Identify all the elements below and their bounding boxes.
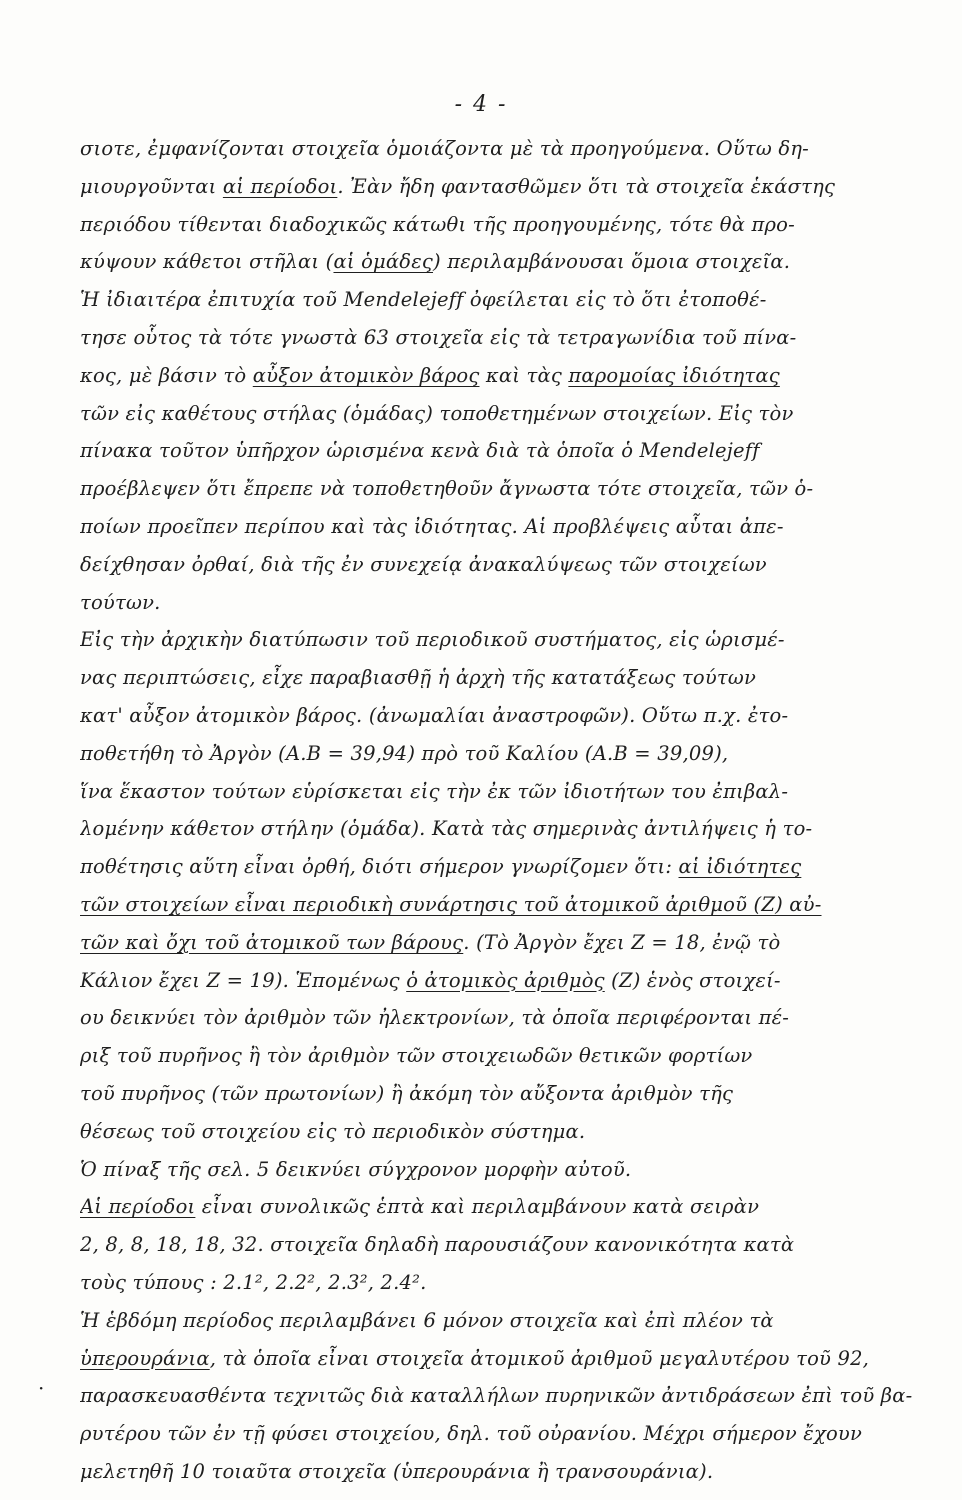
page-number: - 4 - [454,92,508,117]
text-segment: Εἰς τὴν ἀρχικὴν διατύπωσιν τοῦ περιοδικοῦ συστήματος, εἰς ὡρισμέ- [80,628,785,652]
text-line [80,1113,930,1151]
text-line [80,621,930,659]
text-segment: ποθέτησις αὕτη εἶναι ὀρθή, διότι σήμερον γνωρίζομεν ὅτι: [80,855,679,879]
text-line [80,1453,930,1491]
text-segment: σιοτε, ἐμφανίζονται στοιχεῖα ὁμοιάζοντα μὲ τὰ προηγούμενα. Οὕτω δη- [80,137,809,160]
text-line [80,1377,930,1415]
text-line [80,1226,930,1264]
text-line [80,659,930,697]
text-segment: κατ' αὖξον ἀτομικὸν βάρος. (ἀνωμαλίαι ἀναστροφῶν). Οὕτω π.χ. ἐτο- [80,703,789,727]
text-segment: τῶν εἰς καθέτους στήλας (ὁμάδας) τοποθετημένων στοιχείων. Εἰς τὸν [80,401,794,425]
text-segment: ρυτέρου τῶν ἐν τῇ φύσει στοιχείου, δηλ. τοῦ οὐρανίου. Μέχρι σήμερον ἔχουν [80,1422,863,1446]
text-segment: λομένην κάθετον στήλην (ὁμάδα). Κατὰ τὰς σημερινὰς ἀντιλήψεις ἡ το- [80,817,813,841]
text-segment: προέβλεψεν ὅτι ἔπρεπε νὰ τοποθετηθοῦν ἄγνωστα τότε στοιχεῖα, τῶν ὁ- [80,477,814,501]
underlined-text: παρομοίας ἰδιότητας [568,363,780,387]
text-line [80,1264,930,1302]
text-segment: τούτων. [80,590,161,614]
text-line [80,1188,930,1226]
text-segment: μελετηθῆ 10 τοιαῦτα στοιχεῖα (ὑπερουράνια ἢ τρανσουράνια). [80,1459,714,1483]
text-line [80,357,930,395]
underlined-text: αἱ ἰδιότητες [678,855,802,879]
text-line [80,395,930,433]
text-line [80,886,930,924]
text-line [80,470,930,508]
underlined-text: Αἱ περίοδοι [80,1195,196,1219]
text-line [80,924,930,962]
text-segment: περιόδου τίθενται διαδοχικῶς κάτωθι τῆς προηγουμένης, τότε θὰ προ- [80,212,795,236]
text-line [80,168,930,206]
text-line [80,1340,930,1378]
handwritten-text-body [80,130,930,1491]
text-line [80,1075,930,1113]
text-segment: ριξ τοῦ πυρῆνος ἢ τὸν ἀριθμὸν τῶν στοιχειωδῶν θετικῶν φορτίων [80,1044,753,1068]
text-segment: εἶναι συνολικῶς ἑπτὰ καὶ περιλαμβάνουν κατὰ σειρὰν [195,1195,760,1219]
text-line [80,206,930,244]
text-segment: κος, μὲ βάσιν τὸ [80,363,253,387]
text-line [80,130,930,168]
text-line [80,1415,930,1453]
underlined-text: αἱ περίοδοι [222,174,338,198]
text-line [80,243,930,281]
text-line [80,508,930,546]
text-segment: θέσεως τοῦ στοιχείου εἰς τὸ περιοδικὸν σύστημα. [80,1119,586,1143]
text-segment: Ἡ ἑβδόμη περίοδος περιλαμβάνει 6 μόνον στοιχεῖα καὶ ἐπὶ πλέον τὰ [80,1308,774,1332]
text-segment: τησε οὗτος τὰ τότε γνωστὰ 63 στοιχεῖα εἰς τὰ τετραγωνίδια τοῦ πίνα- [80,325,797,349]
text-segment: νας περιπτώσεις, εἶχε παραβιασθῇ ἡ ἀρχὴ τῆς κατατάξεως τούτων [80,666,757,690]
text-segment: κύψουν κάθετοι στῆλαι ( [80,250,334,274]
underlined-text: αἱ ὁμάδες [333,250,434,274]
text-segment: ) περιλαμβάνουσαι ὅμοια στοιχεῖα. [433,250,791,274]
text-segment: 2, 8, 8, 18, 18, 32. στοιχεῖα δηλαδὴ παρουσιάζουν κανονικότητα κατὰ [80,1233,795,1257]
text-line [80,281,930,319]
text-segment: ου δεικνύει τὸν ἀριθμὸν τῶν ἠλεκτρονίων, τὰ ὁποῖα περιφέρονται πέ- [80,1006,790,1030]
text-line [80,810,930,848]
text-line [80,319,930,357]
text-line [80,584,930,622]
text-segment: ἵνα ἕκαστον τούτων εὑρίσκεται εἰς τὴν ἐκ τῶν ἰδιοτήτων του ἐπιβαλ- [80,779,789,803]
text-line [80,1302,930,1340]
text-segment: μιουργοῦνται [80,174,223,198]
text-segment: δείχθησαν ὀρθαί, διὰ τῆς ἐν συνεχείᾳ ἀνακαλύψεως τῶν στοιχείων [80,552,767,576]
text-line [80,546,930,584]
text-line [80,848,930,886]
text-line [80,962,930,1000]
text-segment: . (Τὸ Ἀργὸν ἔχει Ζ = 18, ἐνῷ τὸ [463,930,781,954]
text-line [80,1151,930,1189]
text-line [80,735,930,773]
text-segment: ποθετήθη τὸ Ἀργὸν (Α.Β = 39,94) πρὸ τοῦ Καλίου (Α.Β = 39,09), [80,741,729,765]
text-segment: ποίων προεῖπεν περίπου καὶ τὰς ἰδιότητας. Αἱ προβλέψεις αὗται ἀπε- [80,514,784,538]
text-segment: Κάλιον ἔχει Ζ = 19). Ἑπομένως [80,968,407,992]
text-segment: καὶ τὰς [479,363,569,387]
text-segment: τοὺς τύπους : 2.1², 2.2², 2.3², 2.4². [80,1270,427,1294]
text-segment: , τὰ ὁποῖα εἶναι στοιχεῖα ἀτομικοῦ ἀριθμοῦ μεγαλυτέρου τοῦ 92, [209,1346,870,1370]
text-line [80,773,930,811]
underlined-text: τῶν καὶ ὄχι τοῦ ἀτομικοῦ των βάρους [80,930,464,954]
underlined-text: αὖξον ἀτομικὸν βάρος [252,363,480,387]
text-segment: . Ἐὰν ἤδη φαντασθῶμεν ὅτι τὰ στοιχεῖα ἑκάστης [337,174,836,198]
text-segment: (Ζ) ἑνὸς στοιχεί- [604,968,781,992]
text-line [80,697,930,735]
underlined-text: τῶν στοιχείων εἶναι περιοδικὴ συνάρτησις τοῦ ἀτομικοῦ ἀριθμοῦ (Ζ) αὐ- [80,892,822,916]
text-line [80,432,930,470]
text-line [80,999,930,1037]
margin-mark: · [38,1376,45,1400]
text-segment: παρασκευασθέντα τεχνιτῶς διὰ καταλλήλων πυρηνικῶν ἀντιδράσεων ἐπὶ τοῦ βα- [80,1384,913,1408]
text-segment: Ὁ πίναξ τῆς σελ. 5 δεικνύει σύγχρονον μορφὴν αὐτοῦ. [80,1157,632,1181]
text-segment: Ἡ ἰδιαιτέρα ἐπιτυχία τοῦ Mendelejeff ὀφείλεται εἰς τὸ ὅτι ἐτοποθέ- [80,288,767,312]
text-segment: τοῦ πυρῆνος (τῶν πρωτονίων) ἢ ἀκόμη τὸν αὔξοντα ἀριθμὸν τῆς [80,1081,734,1105]
underlined-text: ὑπερουράνια [80,1346,210,1370]
underlined-text: ὁ ἀτομικὸς ἀριθμὸς [406,968,605,992]
text-segment: πίνακα τοῦτον ὑπῆρχον ὡρισμένα κενὰ διὰ τὰ ὁποῖα ὁ Mendelejeff [80,439,760,463]
text-line [80,1037,930,1075]
